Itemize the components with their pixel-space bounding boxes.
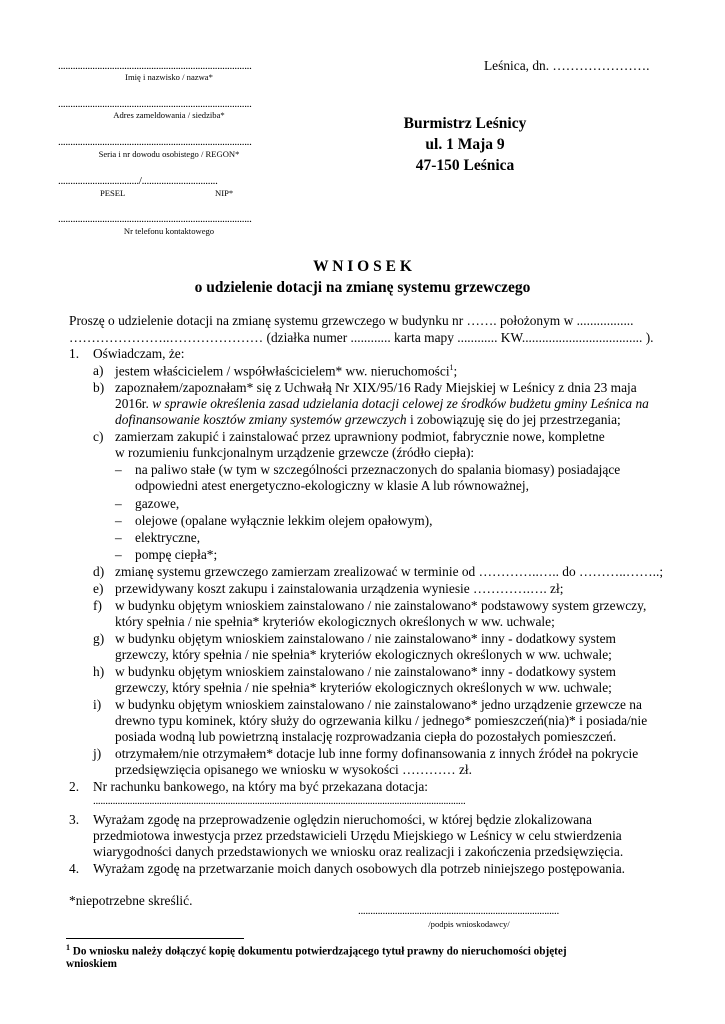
item-e: przewidywany koszt zakupu i zainstalowania urządzenia wyniesie ………….…. zł; (115, 581, 564, 596)
id-line[interactable]: ............................................................................... (58, 136, 252, 148)
item-j-line-1: otrzymałem/nie otrzymałem* dotacje lub inne formy dofinansowania z innych źródeł na pokrycie (115, 746, 639, 761)
item-j-mark: j) (93, 746, 102, 761)
footnote-text-1: Do wniosku należy dołączyć kopię dokumentu potwierdzającego tytuł prawny do nieruchomości objętej (72, 945, 567, 958)
place-date: Leśnica, dn. …………………. (484, 58, 650, 73)
option-5-mark: – (115, 547, 122, 562)
item-c-mark: c) (93, 429, 104, 444)
item-h-line-2: grzewczy, który spełnia / nie spełnia* kryteriów ekologicznych określonych w ww. uchwale; (115, 680, 612, 695)
item-h-line-1: w budynku objętym wnioskiem zainstalowano / nie zainstalowano* inny - dodatkowy system (115, 664, 616, 679)
document-subtitle: o udzielenie dotacji na zmianę systemu grzewczego (194, 279, 531, 296)
nip-caption: NIP* (215, 188, 234, 198)
footnote-mark: 1 (66, 943, 70, 952)
item-g-mark: g) (93, 631, 105, 646)
pesel-caption: PESEL (100, 188, 126, 198)
item-b-line-1: zapoznałem/zapoznałam* się z Uchwałą Nr XIX/95/16 Rady Miejskiej w Leśnicy z dnia 23 maja (115, 380, 637, 395)
name-caption: Imię i nazwisko / nazwa* (125, 72, 213, 82)
address-caption: Adres zameldowania / siedziba* (113, 110, 225, 120)
section-4-number: 4. (69, 861, 80, 876)
item-a-text: jestem właścicielem / współwłaścicielem* ww. nieruchomości (115, 363, 450, 379)
item-b-line-2-plain: 2016r. (115, 396, 153, 411)
recipient-block (380, 113, 550, 176)
footnote-ref: 1 (449, 363, 454, 372)
phone-line[interactable]: ............................................................................... (58, 213, 252, 225)
option-electric: elektryczne, (135, 530, 201, 545)
item-c-line-1: zamierzam zakupić i zainstalować przez uprawniony podmiot, fabrycznie nowe, kompletne (115, 429, 605, 444)
item-b-line-3 (115, 412, 621, 428)
item-f-line-2: który spełnia / nie spełnia* kryteriów ekologicznych określonych w ww. uchwale; (115, 614, 555, 629)
intro-line-2: …………………..………………… (działka numer ............ karta mapy ............ KW.................................... ). (69, 330, 654, 345)
item-h-mark: h) (93, 664, 105, 679)
item-b-line-2 (115, 396, 649, 412)
option-solid-fuel-line-2: odpowiedni atest energetyczno-ekologiczny w klasie A lub równoważnej, (135, 478, 529, 493)
option-oil: olejowe (opalane wyłącznie lekkim olejem opałowym), (135, 513, 433, 528)
option-gas: gazowe, (135, 496, 180, 511)
footnote-line-1 (66, 943, 567, 958)
item-i-line-3: posiada wodną lub powietrzną instalację rozprowadzania ciepła do pozostałych pomieszczeń. (115, 729, 617, 744)
section-2-number: 2. (69, 779, 80, 794)
item-a-end: ; (453, 363, 458, 379)
item-c-line-2: w rozumieniu funkcjonalnym urządzenie grzewcze (źródło ciepła): (115, 445, 475, 460)
signature-caption: /podpis wnioskodawcy/ (428, 919, 510, 929)
intro-line-1: Proszę o udzielenie dotacji na zmianę systemu grzewczego w budynku nr ……. położonym w ................. (69, 313, 634, 328)
option-4-mark: – (115, 530, 122, 545)
option-1-mark: – (115, 462, 122, 477)
item-f-mark: f) (93, 598, 102, 613)
section-3-line-1: Wyrażam zgodę na przeprowadzenie oględzin nieruchomości, w której będzie zlokalizowana (93, 812, 592, 827)
section-4-text: Wyrażam zgodę na przetwarzanie moich danych osobowych dla potrzeb niniejszego postępowania. (93, 861, 626, 876)
item-b-line-3-italic: dofinansowanie kosztów zmiany systemów grzewczych (115, 412, 407, 427)
item-a (115, 363, 457, 379)
item-a-mark: a) (93, 363, 104, 378)
item-i-line-1: w budynku objętym wnioskiem zainstalowano / nie zainstalowano* jedno urządzenie grzewcze na (115, 697, 642, 712)
address-line[interactable]: ............................................................................... (58, 98, 252, 110)
phone-caption: Nr telefonu kontaktowego (123, 226, 215, 236)
section-3-number: 3. (69, 812, 80, 827)
item-d: zmianę systemu grzewczego zamierzam zrealizować w terminie od …………..….. do ………..……..; (115, 564, 664, 579)
section-1-number: 1. (69, 346, 80, 361)
id-caption: Seria i nr dowodu osobistego / REGON* (98, 149, 240, 159)
item-g-line-2: grzewczy, który spełnia / nie spełnia* kryteriów ekologicznych określonych w ww. uchwale; (115, 647, 612, 662)
pesel-nip-line[interactable]: ................................./............................... (58, 175, 218, 187)
footnote-line-2: wnioskiem (66, 958, 117, 970)
signature-line[interactable]: .................................................................................. (358, 905, 559, 917)
item-i-line-2: drewno typu kominek, który służy do ogrzewania kilku / jednego* pomieszczeń(nia)* i posiada/nie (115, 713, 648, 728)
item-d-mark: d) (93, 564, 105, 579)
bank-account-field[interactable]: ........................................................................................................................................................ (93, 795, 466, 807)
option-3-mark: – (115, 513, 122, 528)
item-b-line-3-plain: i zobowiązuję się do jej przestrzegania; (406, 412, 621, 427)
item-e-mark: e) (93, 581, 104, 596)
item-j-line-2: przedsięwzięcia opisanego we wniosku w wysokości ………… zł. (115, 762, 473, 777)
section-1-heading: Oświadczam, że: (93, 346, 185, 361)
section-3-line-2: przedmiotowa inwestycja przez przedstawicieli Urzędu Miejskiego w Leśnicy w celu stwierdzenia (93, 828, 622, 843)
footnote-divider (66, 938, 244, 939)
item-i-mark: i) (93, 697, 102, 712)
section-3-line-3: wiarygodności danych przedstawionych we wniosku oraz realizacji i zakończenia przedsięwzięcia. (93, 844, 624, 859)
strike-note: *niepotrzebne skreślić. (69, 893, 193, 908)
section-2-text: Nr rachunku bankowego, na który ma być przekazana dotacja: (93, 779, 428, 794)
item-f-line-1: w budynku objętym wnioskiem zainstalowano / nie zainstalowano* podstawowy system grzewczy, (115, 598, 647, 613)
option-2-mark: – (115, 496, 122, 511)
recipient-street: ul. 1 Maja 9 (425, 136, 505, 153)
document-title: W N I O S E K (313, 258, 412, 275)
name-line[interactable]: ............................................................................... (58, 60, 252, 72)
recipient-name: Burmistrz Leśnicy (403, 115, 527, 132)
item-b-line-2-italic: w sprawie określenia zasad udzielania dotacji celowej ze środków budżetu gminy Leśnica na (152, 396, 649, 411)
option-solid-fuel-line-1: na paliwo stałe (w tym w szczególności przeznaczonych do spalania biomasy) posiadające (135, 462, 621, 477)
recipient-city: 47-150 Leśnica (415, 157, 515, 174)
item-b-mark: b) (93, 380, 105, 395)
option-heat-pump: pompę ciepła*; (135, 547, 218, 562)
item-g-line-1: w budynku objętym wnioskiem zainstalowano / nie zainstalowano* inny - dodatkowy system (115, 631, 616, 646)
